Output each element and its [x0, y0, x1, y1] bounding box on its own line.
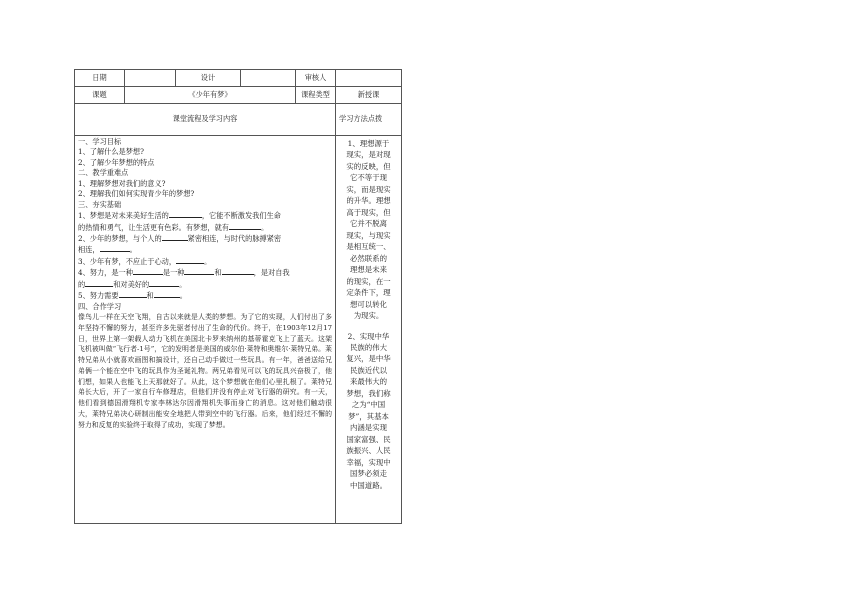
question-1-text-c: 的热情和勇气，让生活更有色彩。有梦想，就有: [78, 222, 229, 232]
tip-2-line: 2、实现中华: [347, 331, 390, 341]
tip-2-line: 复兴，是中华: [346, 354, 391, 364]
tip-2-line: 内涵是实现: [350, 423, 387, 433]
tip-1-line: 的现实，在一: [346, 276, 391, 286]
blank: [222, 267, 254, 275]
goal-1: 1、了解什么是梦想?: [78, 147, 144, 157]
question-2-line-2: [78, 244, 332, 255]
question-4-text-e: 的: [78, 279, 86, 289]
question-4-text-d: ，是对自我: [253, 268, 290, 278]
method-label: 学习方法点拨: [336, 104, 402, 136]
question-3-text-b: 。: [204, 256, 212, 266]
question-4-text-a: 4、努力，是一种: [78, 268, 133, 278]
blank: [100, 244, 130, 252]
question-2-text-a: 2、少年的梦想，与个人的: [78, 233, 162, 243]
question-4-text-g: 。: [179, 279, 187, 289]
header-row-2: [75, 87, 402, 104]
goal-2: 2、了解少年梦想的特点: [78, 157, 155, 167]
question-3-text-a: 3、少年有梦，不应止于心动，: [78, 256, 177, 266]
tip-2: [339, 331, 398, 492]
lesson-plan-table: [74, 69, 402, 524]
section-4-title: 四、合作学习: [78, 301, 122, 311]
question-4-text-f: 和对美好的: [113, 279, 150, 289]
tip-1-line: 是相互统一、: [346, 242, 391, 252]
tip-2-line: 民族近代以: [350, 365, 387, 375]
tip-1-line: 现实，是对现: [346, 150, 391, 160]
question-2-text-d: 。: [129, 245, 137, 255]
question-5-line: [78, 290, 332, 301]
tip-1-line: 它不等于现: [350, 173, 387, 183]
tip-1-line: 它并不脱离: [350, 219, 387, 229]
tip-1-line: 必然联系的: [350, 253, 387, 263]
question-4-line-1: [78, 267, 332, 278]
reviewer-value: [336, 70, 402, 87]
question-1-line-2: [78, 222, 332, 233]
tip-2-line: 梦想，我们称: [346, 388, 391, 398]
blank: [85, 279, 113, 287]
method-tips: [336, 136, 402, 524]
blank: [169, 210, 202, 218]
question-5-text-a: 5、努力需要: [78, 291, 119, 301]
question-2-text-b: 紧密相连，与时代的脉搏紧密: [187, 233, 282, 243]
tip-1-line: 想可以转化: [350, 299, 387, 309]
blank: [184, 267, 214, 275]
tip-1-line: 的升华。理想: [346, 196, 391, 206]
header-row-1: [75, 70, 402, 87]
tip-1-line: 1、理想源于: [347, 139, 390, 148]
blank: [154, 290, 180, 298]
tip-2-line: 族振兴、人民: [346, 446, 391, 456]
tip-1-line: 理想是未来: [350, 265, 387, 275]
type-label: 课程类型: [296, 87, 336, 104]
story-paragraph: 像鸟儿一样在天空飞翔，自古以来就是人类的梦想。为了它的实现，人们付出了多年坚持不懈的努力，甚至许多先驱者付出了生命的代价。终于，在1903年12月17日，世界上第一架载人动力飞机在美国北卡罗来纳州的基蒂霍克飞上了蓝天。这架飞机被叫做“飞行者-1号”，它的发明者是美国的威尔伯·莱特和奥维尔·莱特兄弟。莱特兄弟从小就喜欢画图和搞设计，还自己动手做过一些玩具。有一年，爸爸送给兄弟俩一个能在空中飞的玩具作为圣诞礼物。两兄弟看见可以飞的玩具兴奋极了，他们想，如果人也能飞上天那就好了。从此，这个梦想就在他们心里扎根了。莱特兄弟长大后，开了一家自行车修理店，但他们并没有停止对飞行器的研究。有一天，他们看到德国滑翔机专家李林达尔因滑翔机失事而身亡的消息。这对他们触动很大，莱特兄弟决心研制出能安全地把人带到空中的飞行器。后来，他们经过不懈的努力和反复的实验终于取得了成功，实现了梦想。: [78, 313, 332, 429]
question-5-text-c: 。: [179, 291, 187, 301]
question-2-text-c: 相连，: [78, 245, 100, 255]
tip-1-line: 为现实。: [353, 311, 384, 321]
question-4-text-b: 是一种: [162, 268, 185, 278]
question-1-text-d: 。: [260, 222, 269, 232]
tip-1: [339, 138, 398, 322]
tip-2-line: 民族的伟大: [350, 342, 387, 352]
tip-2-line: 中国道路。: [350, 480, 387, 490]
design-label: 设计: [176, 70, 241, 87]
tip-1-line: 高于现实，但: [346, 207, 391, 217]
section-3-title: 三、夯实基础: [78, 199, 122, 209]
blank: [119, 290, 147, 298]
question-1-text-a: 1、梦想是对未来美好生活的: [78, 211, 169, 221]
section-1-title: 一、学习目标: [78, 137, 122, 146]
key-point-1: 1、理解梦想对我们的意义?: [78, 178, 166, 188]
tip-2-line: 国梦必须走: [350, 469, 387, 479]
flow-label: 课堂流程及学习内容: [75, 104, 336, 136]
tip-2-line: 之为“中国: [351, 400, 386, 410]
section-2-title: 二、教学重难点: [78, 168, 129, 178]
blank: [162, 233, 188, 241]
blank: [229, 222, 261, 230]
type-value: 新授课: [336, 87, 402, 104]
topic-label: 课题: [75, 87, 125, 104]
question-4-line-2: [78, 279, 332, 290]
question-5-text-b: 和: [146, 291, 154, 301]
reviewer-label: 审核人: [296, 70, 336, 87]
tip-2-line: 来最伟大的: [350, 377, 387, 387]
question-3-line: [78, 256, 332, 267]
tip-gap: [339, 322, 398, 331]
content-row: [75, 136, 402, 524]
question-2-line-1: [78, 233, 332, 244]
tip-1-line: 现实，与现实: [346, 230, 391, 240]
question-1-line-1: [78, 210, 332, 221]
header-row-3: [75, 104, 402, 136]
key-point-2: 2、理解我们如何实现青少年的梦想?: [78, 189, 195, 199]
blank: [149, 279, 179, 287]
question-4-text-c: 和: [214, 268, 222, 278]
tip-1-line: 实，而是现实: [346, 184, 391, 194]
tip-2-line: 梦”，其基本: [348, 411, 389, 421]
topic-value: 《少年有梦》: [125, 87, 296, 104]
tip-1-line: 定条件下，理: [346, 288, 391, 298]
tip-1-line: 实的反映，但: [346, 161, 391, 171]
blank: [133, 267, 163, 275]
tip-2-line: 国家富强、民: [346, 434, 391, 444]
design-value: [241, 70, 296, 87]
learning-content: [75, 136, 336, 524]
blank: [176, 256, 204, 264]
date-value: [125, 70, 176, 87]
question-1-text-b: ，它能不断激发我们生命: [201, 211, 281, 221]
date-label: 日期: [75, 70, 125, 87]
tip-2-line: 幸福，实现中: [346, 457, 391, 467]
